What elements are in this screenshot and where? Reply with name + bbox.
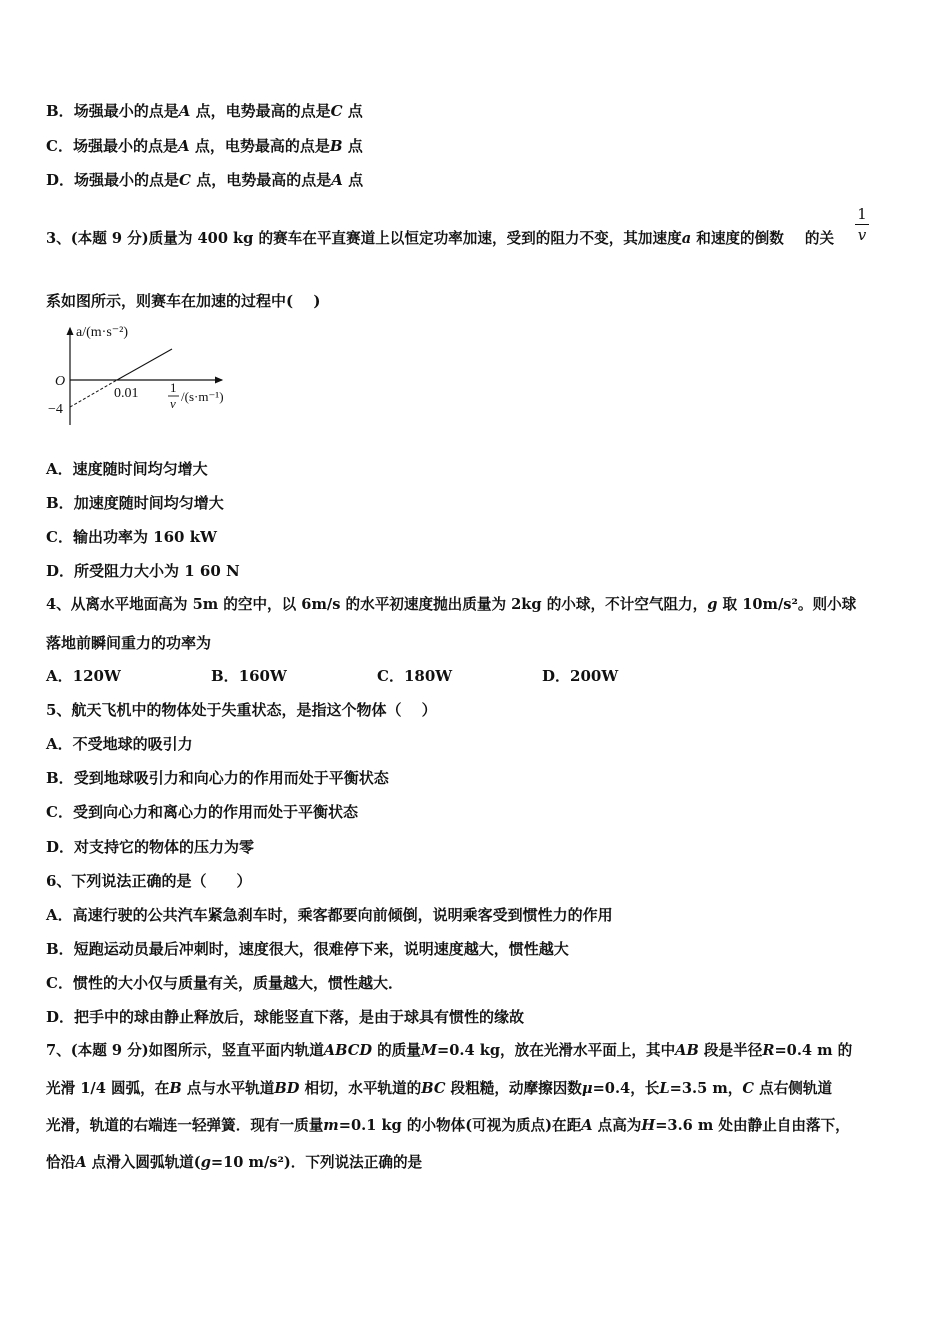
x-axis-numerator: 1 [170, 380, 177, 395]
q3-stem-line2: 系如图所示，则赛车在加速的过程中( ) [46, 292, 321, 310]
q4-stem-line2: 落地前瞬间重力的功率为 [46, 634, 212, 652]
q7-stem-line4: 恰沿A 点滑入圆弧轨道(g=10 m/s²)．下列说法正确的是 [46, 1154, 423, 1171]
data-line [117, 349, 172, 380]
y-axis-label: a/(m·s⁻²) [76, 325, 129, 340]
q3-option-c: C．输出功率为 160 kW [46, 528, 217, 546]
q4-option-c: C．180W [377, 667, 453, 685]
q4-option-b: B．160W [211, 667, 287, 685]
q6-option-d: D．把手中的球由静止释放后，球能竖直下落，是由于球具有惯性的缘故 [46, 1008, 525, 1026]
one-over-v-fraction: 1 v [855, 205, 869, 244]
q5-option-a: A．不受地球的吸引力 [46, 735, 193, 753]
x-axis-denominator: v [170, 396, 176, 411]
q6-option-c: C．惯性的大小仅与质量有关，质量越大，惯性越大． [46, 974, 403, 992]
q2-option-c: C．场强最小的点是A 点，电势最高的点是B 点 [46, 137, 363, 155]
q4-option-d: D．200W [542, 667, 619, 685]
q7-stem-line3: 光滑，轨道的右端连一轻弹簧．现有一质量m=0.1 kg 的小物体(可视为质点)在距A 点高为H=3.6 m 处由静止自由落下， [46, 1117, 850, 1134]
q5-option-c: C．受到向心力和离心力的作用而处于平衡状态 [46, 803, 358, 821]
x-intercept-label: 0.01 [114, 386, 139, 401]
q5-option-b: B．受到地球吸引力和向心力的作用而处于平衡状态 [46, 769, 389, 787]
x-axis-unit: /(s·m⁻¹) [181, 389, 224, 404]
q3-stem: 3、(本题 9 分)质量为 400 kg 的赛车在平直赛道上以恒定功率加速，受到的阻力不变，其加速度a 和速度的倒数 的关 [46, 230, 835, 247]
q3-option-a: A．速度随时间均匀增大 [46, 460, 208, 478]
q6-option-b: B．短跑运动员最后冲刺时，速度很大，很难停下来，说明速度越大，惯性越大 [46, 940, 569, 958]
q2-option-d: D．场强最小的点是C 点，电势最高的点是A 点 [46, 171, 364, 189]
q5-stem: 5、航天飞机中的物体处于失重状态，是指这个物体（ ） [46, 701, 437, 719]
acceleration-vs-inverse-velocity-graph [44, 322, 254, 432]
origin-label: O [55, 374, 66, 389]
q3-option-b: B．加速度随时间均匀增大 [46, 494, 224, 512]
q3-option-d: D．所受阻力大小为 1 60 N [46, 562, 240, 580]
y-intercept-label: −4 [48, 402, 63, 417]
q4-stem: 4、从离水平地面高为 5m 的空中，以 6m/s 的水平初速度抛出质量为 2kg 的小球，不计空气阻力，g 取 10m/s²。则小球 [46, 596, 857, 613]
extrapolated-dashed-line [70, 380, 117, 407]
q5-option-d: D．对支持它的物体的压力为零 [46, 838, 255, 856]
q4-option-a: A．120W [46, 667, 121, 685]
q7-stem-line2: 光滑 1/4 圆弧，在B 点与水平轨道BD 相切，水平轨道的BC 段粗糙，动摩擦因数μ=0.4，长L=3.5 m，C 点右侧轨道 [46, 1080, 833, 1097]
q7-stem-line1: 7、(本题 9 分)如图所示，竖直平面内轨道ABCD 的质量M=0.4 kg，放在光滑水平面上，其中AB 段是半径R=0.4 m 的 [46, 1042, 853, 1059]
q2-option-b: B．场强最小的点是A 点，电势最高的点是C 点 [46, 102, 363, 120]
q6-stem: 6、下列说法正确的是（ ） [46, 872, 252, 890]
q6-option-a: A．高速行驶的公共汽车紧急刹车时，乘客都要向前倾倒，说明乘客受到惯性力的作用 [46, 906, 613, 924]
